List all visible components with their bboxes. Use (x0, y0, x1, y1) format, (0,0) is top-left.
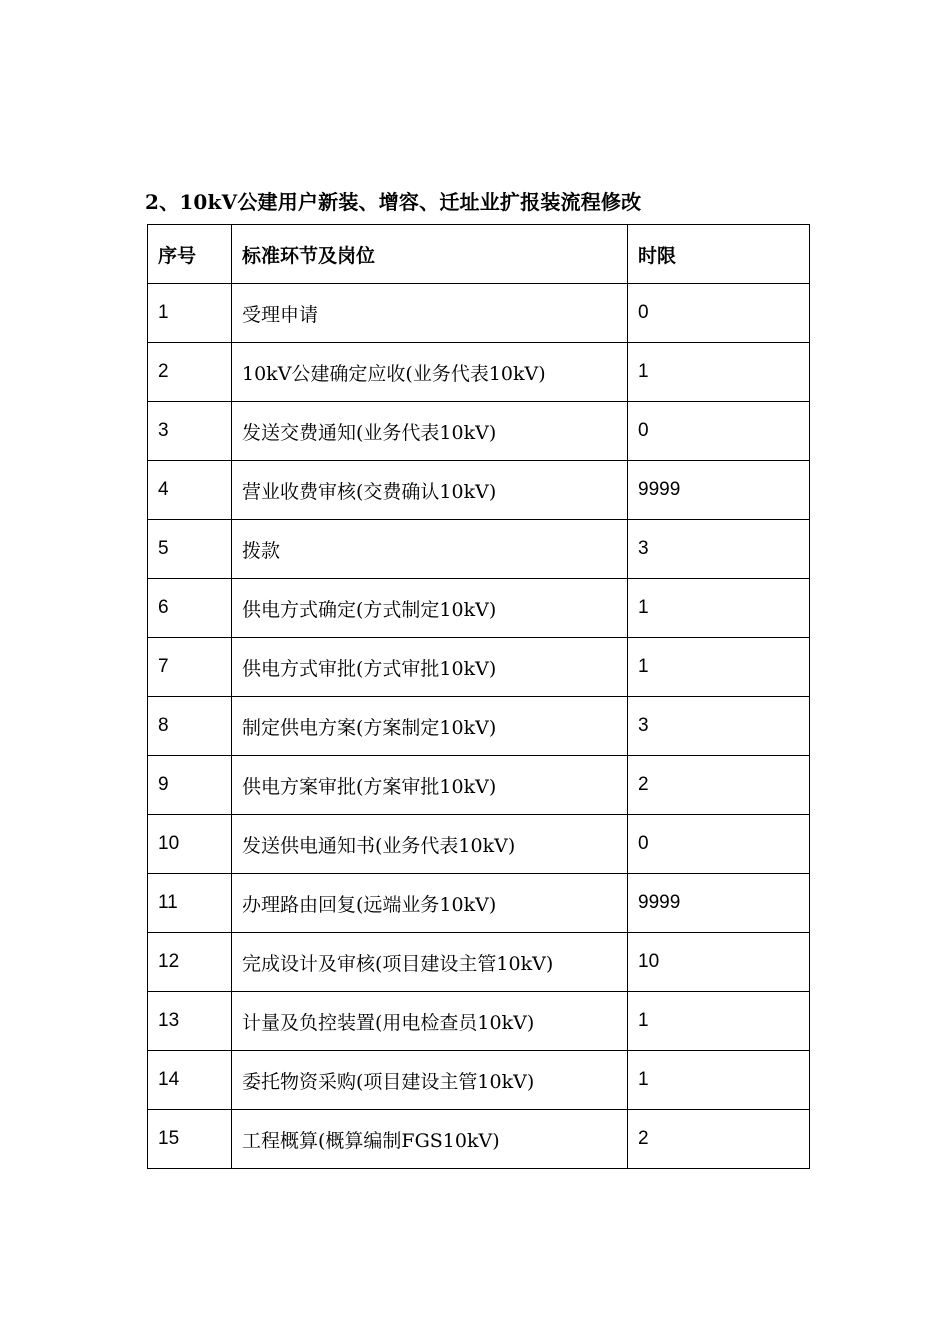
table-row (148, 638, 810, 697)
row-seq-cell: 6 (148, 579, 232, 638)
process-table (147, 224, 810, 1169)
row-limit-cell: 9999 (628, 461, 810, 520)
row-seq-cell: 13 (148, 992, 232, 1051)
header-limit: 时限 (628, 225, 810, 284)
row-limit-cell: 3 (628, 697, 810, 756)
row-step-cell: 受理申请 (232, 284, 628, 343)
table-row (148, 992, 810, 1051)
row-limit-cell: 9999 (628, 874, 810, 933)
table-row (148, 1051, 810, 1110)
table-row (148, 343, 810, 402)
table-row (148, 284, 810, 343)
row-seq-cell: 10 (148, 815, 232, 874)
row-limit-cell: 3 (628, 520, 810, 579)
row-limit-cell: 1 (628, 992, 810, 1051)
section-heading: 2、10kV公建用户新装、增容、迁址业扩报装流程修改 (145, 190, 642, 214)
row-seq-cell: 15 (148, 1110, 232, 1169)
table-row (148, 402, 810, 461)
row-seq-cell: 8 (148, 697, 232, 756)
row-limit-cell: 2 (628, 1110, 810, 1169)
row-limit-cell: 10 (628, 933, 810, 992)
table-row (148, 697, 810, 756)
row-step-cell: 工程概算(概算编制FGS10kV) (232, 1110, 628, 1169)
row-step-cell: 计量及负控装置(用电检查员10kV) (232, 992, 628, 1051)
table-row (148, 815, 810, 874)
row-limit-cell: 0 (628, 402, 810, 461)
row-step-cell: 供电方式审批(方式审批10kV) (232, 638, 628, 697)
row-seq-cell: 14 (148, 1051, 232, 1110)
row-limit-cell: 1 (628, 1051, 810, 1110)
row-seq-cell: 5 (148, 520, 232, 579)
row-step-cell: 发送交费通知(业务代表10kV) (232, 402, 628, 461)
table-row (148, 756, 810, 815)
table-row (148, 579, 810, 638)
row-seq-cell: 1 (148, 284, 232, 343)
row-step-cell: 制定供电方案(方案制定10kV) (232, 697, 628, 756)
row-limit-cell: 1 (628, 343, 810, 402)
row-step-cell: 发送供电通知书(业务代表10kV) (232, 815, 628, 874)
header-seq: 序号 (148, 225, 232, 284)
table-row (148, 933, 810, 992)
row-limit-cell: 0 (628, 815, 810, 874)
table-header-row (148, 225, 810, 284)
row-seq-cell: 12 (148, 933, 232, 992)
row-step-cell: 完成设计及审核(项目建设主管10kV) (232, 933, 628, 992)
row-seq-cell: 4 (148, 461, 232, 520)
row-step-cell: 营业收费审核(交费确认10kV) (232, 461, 628, 520)
row-seq-cell: 3 (148, 402, 232, 461)
table-row (148, 520, 810, 579)
row-step-cell: 10kV公建确定应收(业务代表10kV) (232, 343, 628, 402)
row-step-cell: 委托物资采购(项目建设主管10kV) (232, 1051, 628, 1110)
row-step-cell: 拨款 (232, 520, 628, 579)
row-limit-cell: 1 (628, 638, 810, 697)
row-seq-cell: 7 (148, 638, 232, 697)
row-seq-cell: 9 (148, 756, 232, 815)
table-row (148, 461, 810, 520)
row-limit-cell: 2 (628, 756, 810, 815)
row-limit-cell: 1 (628, 579, 810, 638)
row-step-cell: 办理路由回复(远端业务10kV) (232, 874, 628, 933)
row-seq-cell: 11 (148, 874, 232, 933)
row-limit-cell: 0 (628, 284, 810, 343)
table-row (148, 1110, 810, 1169)
table-row (148, 874, 810, 933)
row-seq-cell: 2 (148, 343, 232, 402)
row-step-cell: 供电方式确定(方式制定10kV) (232, 579, 628, 638)
row-step-cell: 供电方案审批(方案审批10kV) (232, 756, 628, 815)
header-step: 标准环节及岗位 (232, 225, 628, 284)
